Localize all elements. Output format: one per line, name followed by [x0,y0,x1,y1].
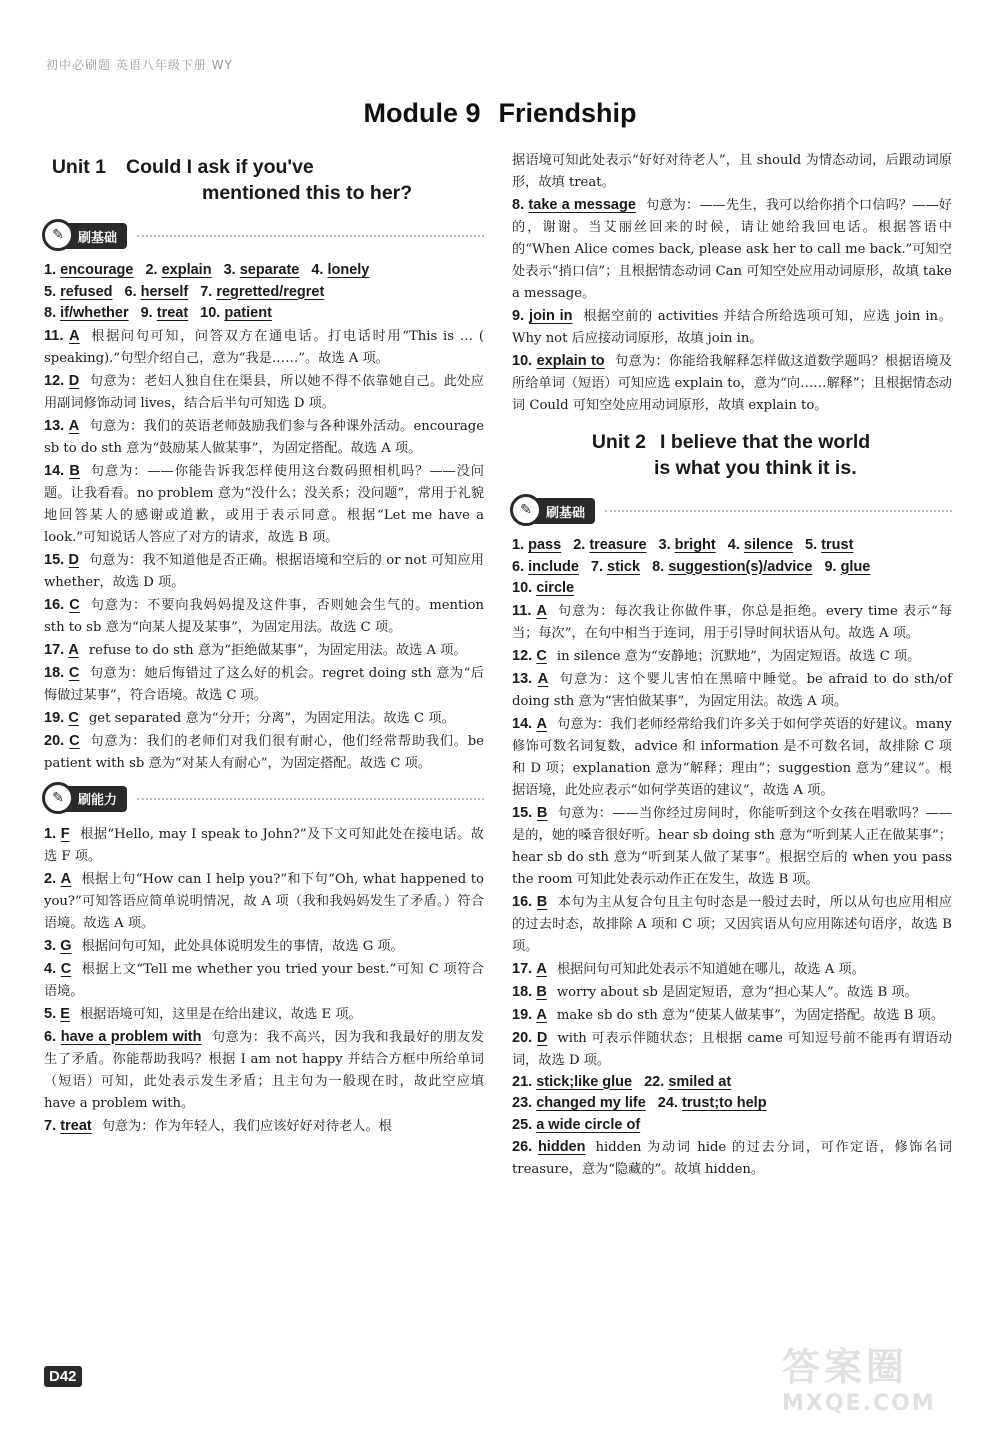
left-column [44,150,484,1138]
answer-number: 4. [311,262,324,278]
answer-line [512,1115,952,1137]
answer-line [512,557,952,579]
answer-entry [311,262,369,278]
answer-number: 24. [657,1095,678,1111]
question-item [44,707,484,730]
question-explanation: 句意为：我们老师经常给我们许多关于如何学英语的好建议。many 修饰可数名词复数，advice 和 information 是不可数名词，故排除 C 项和 D 项；explanation 意为“解释；理由”；suggestion 意为“建议”。根据语境，此处应表示“如何学英语的建议”，故选 A 项。 [512,716,952,798]
section-badge [44,786,127,812]
answer-entry [125,284,189,300]
question-answer: A [68,417,80,434]
question-number: 17. [512,960,533,977]
question-answer: take a message [528,197,636,213]
answer-number: 3. [223,262,236,278]
answer-entry [512,1074,632,1090]
question-answer: explain to [536,353,605,369]
section-basic-header [44,220,484,252]
answer-entry [573,537,646,553]
question-answer: D [68,372,80,389]
question-explanation: refuse to do sth 意为“拒绝做某事”，为固定用法。故选 A 项。 [88,642,467,658]
question-number: 20. [512,1029,533,1046]
answer-lines [512,535,952,600]
pencil-icon: ✎ [42,219,74,251]
answer-text: encourage [60,262,134,278]
question-number: 19. [44,709,65,726]
answer-line [44,303,484,325]
answer-number: 8. [44,305,57,321]
question-answer: A [536,1006,547,1023]
section-ability-header [44,783,484,815]
question-item [512,350,952,417]
question-explanation: 根据上文“Tell me whether you tried your best.”可知 C 项符合语境。 [44,961,484,999]
answer-entry [200,284,324,300]
answer-entry [224,262,300,278]
question-explanation: in silence 意为“安静地；沉默地”，为固定短语。故选 C 项。 [556,648,921,664]
answer-entry [728,537,793,553]
answer-text: explain [161,262,212,278]
answer-entry [512,1095,646,1111]
answer-number: 25. [512,1116,533,1133]
answer-text: stick;like glue [536,1073,633,1090]
answer-text: trust [821,537,854,553]
question-answer: C [69,732,80,749]
answer-text: pass [528,537,562,553]
question-item [44,415,484,460]
question-item [512,981,952,1004]
question-number: 18. [512,983,533,1000]
question-number: 20. [44,732,65,749]
question-item [512,305,952,350]
question-explanation: 句意为：我不知道他是否正确。根据语境和空后的 or not 可知应用 whether，故选 D 项。 [44,552,484,590]
answer-text: if/whether [60,305,129,321]
answer-text: circle [536,580,575,596]
question-answer: E [60,1005,70,1022]
question-item [512,802,952,891]
section-badge-label: 刷能力 [78,793,118,808]
question-number: 15. [44,551,65,568]
answer-text: changed my life [536,1095,646,1111]
answer-number: 5. [805,537,818,553]
question-number: 12. [44,372,65,389]
question-number: 13. [44,417,65,434]
answer-number: 21. [512,1073,533,1090]
section-badge-label: 刷基础 [78,230,118,246]
question-answer: A [537,670,549,687]
section-basic-header [512,495,952,527]
question-item [512,194,952,305]
answer-text: trust;to help [682,1095,767,1111]
question-explanation: 句意为：——当你经过房间时，你能听到这个女孩在唱歌吗？——是的，她的嗓音很好听。hear sb doing sth 意为“听到某人正在做某事”；hear sb do sth 意为“听到某人做了某事”。根据空后的 when you pass the room 可知此处表示动作正在发生，故选 B 项。 [512,805,952,887]
module-label: Module 9 [363,98,481,128]
question-item [512,600,952,645]
question-answer: D [68,551,79,568]
question-answer: A [60,870,72,887]
answer-text: separate [239,262,300,278]
question-explanation: 句意为：——你能告诉我怎样使用这台数码照相机吗？——没问题。让我看看。no problem 意为“没什么；没关系；没问题”，常用于礼貌地回答某人的感谢或道歉，或用于表示同意。根据“Let me have a look.”可知说话人答应了对方的请求，故选 B 项。 [44,463,484,545]
question-answer: G [60,937,72,954]
question-number: 17. [44,641,65,658]
question-answer: A [536,960,547,977]
question-explanation: 本句为主从复合句且主句时态是一般过去时，所以从句也应用相应的过去时态，故排除 A 项和 C 项；又因宾语从句应用陈述句语序，故选 B 项。 [512,894,952,954]
answer-line [512,1093,952,1115]
question-explanation: make sb do sth 意为“使某人做某事”，为固定搭配。故选 B 项。 [556,1007,945,1023]
answer-number: 2. [573,537,586,553]
question-item [44,1115,484,1138]
answer-text: include [528,558,579,575]
question-explanation: 句意为：我不高兴，因为我和我最好的朋友发生了矛盾。你能帮助我吗？根据 I am not happy 并结合方框中所给单词（短语）可知，此处表示发生矛盾；且主句为一般现在时，故此空应填 have a problem with。 [44,1029,484,1111]
question-item [44,639,484,662]
question-explanation: 根据语境可知，这里是在给出建议，故选 E 项。 [79,1006,362,1022]
question-explanation: 句意为：作为年轻人，我们应该好好对待老人。根 [101,1118,392,1134]
question-item [44,662,484,707]
item-list [512,600,952,1072]
question-number: 1. [44,825,57,842]
answer-text: stick [607,558,641,575]
question-answer: D [536,1029,548,1046]
answer-entry [512,580,574,596]
question-explanation: 根据问句可知此处表示不知道她在哪儿，故选 A 项。 [556,961,865,977]
answer-number: 9. [824,558,837,575]
answer-number: 9. [140,305,153,321]
answer-lines [512,1072,952,1137]
question-explanation: worry about sb 是固定短语，意为“担心某人”。故选 B 项。 [556,984,918,1000]
answer-number: 23. [512,1095,533,1111]
question-answer: join in [529,308,573,324]
unit2-title-line2: is what you think it is. [654,457,857,479]
question-item [44,370,484,415]
question-item [512,713,952,802]
question-number: 7. [44,1117,57,1134]
question-number: 18. [44,664,65,681]
item-list [44,325,484,775]
answer-line [512,578,952,600]
watermark-top: 答案圈 [782,1345,909,1389]
unit2-title-line1: I believe that the world [660,431,871,453]
question-item [512,668,952,713]
question-item [512,1136,952,1181]
answer-entry [652,559,812,575]
question-explanation: 句意为：她后悔错过了这么好的机会。regret doing sth 意为“后悔做过某事”，符合语境。故选 C 项。 [44,665,484,703]
answer-text: silence [743,537,794,553]
question-explanation: 句意为：老妇人独自住在渠县，所以她不得不依靠她自己。此处应用副词修饰动词 lives，结合后半句可知选 D 项。 [44,373,484,411]
answer-entry [512,559,579,575]
question-number: 14. [44,462,65,479]
answer-text: regretted/regret [216,283,325,300]
unit1-title-line1: Could I ask if you've [126,156,314,178]
answer-text: refused [60,283,113,300]
answer-number: 1. [44,262,57,278]
question-explanation: hidden 为动词 hide 的过去分词，可作定语，修饰名词 treasure，意为“隐藏的”。故填 hidden。 [512,1140,952,1177]
unit2-number: Unit 2 [591,431,646,453]
question-explanation: get separated 意为“分开；分离”，为固定用法。故选 C 项。 [88,710,455,726]
question-answer: A [536,602,547,619]
dotted-divider [137,798,484,800]
question-number: 26. [512,1139,533,1155]
question-item [44,958,484,1003]
question-item [512,1004,952,1027]
question-explanation: 根据上句“How can I help you?”和下句“Oh, what happened to you?”可知答语应简单说明情况，故 A 项（我和我妈妈发生了矛盾。）符合语境。故选 A 项。 [44,871,484,931]
question-number: 2. [44,870,57,887]
question-explanation: 根据“Hello, may I speak to John?”及下文可知此处在接电话。故选 F 项。 [44,826,484,864]
question-explanation: 句意为：每次我让你做件事，你总是拒绝。every time 表示“每当；每次”，在句中相当于连词，用于引导时间状语从句。故选 A 项。 [512,603,952,641]
answer-lines [44,260,484,325]
answer-entry [141,305,189,321]
question-answer: A [536,715,547,732]
section-badge [44,223,127,249]
question-answer: C [68,664,80,681]
answer-number: 3. [658,537,671,553]
answer-entry [44,262,133,278]
section-badge [512,498,595,524]
question-answer: B [536,804,548,821]
question-explanation: 根据问句可知，问答双方在通电话。打电话时用“This is … ( speaking).”句型介绍自己，意为“我是……”。故选 A 项。 [44,328,484,366]
answer-number: 4. [727,537,740,553]
dotted-divider [605,510,952,512]
question-explanation: 根据问句可知，此处具体说明发生的事情，故选 G 项。 [81,938,404,954]
question-explanation: 根据空前的 activities 并结合所给选项可知，应选 join in。Why not 后应接动词原形，故填 join in。 [512,309,952,346]
pencil-icon: ✎ [42,782,74,814]
answer-number: 1. [512,537,525,553]
question-answer: C [60,960,72,977]
question-item [44,594,484,639]
unit1-title-line2: mentioned this to her? [202,182,413,204]
answer-text: herself [140,283,189,300]
question-explanation: 句意为：这个婴儿害怕在黑暗中睡觉。be afraid to do sth/of doing sth 意为“害怕做某事”，为固定用法。故选 A 项。 [512,671,952,709]
question-number: 10. [512,353,533,369]
answer-number: 2. [145,262,158,278]
answer-text: suggestion(s)/advice [668,558,813,575]
question-number: 9. [512,308,525,324]
question-item [512,891,952,958]
answer-text: smiled at [668,1073,732,1090]
answer-line [44,282,484,304]
answer-entry [644,1074,731,1090]
answer-text: patient [224,305,272,321]
running-header: 初中必刷题 英语八年级下册 WY [46,58,233,72]
question-number: 3. [44,937,57,954]
question-item [44,460,484,549]
answer-entry [200,305,272,321]
answer-entry [658,1095,767,1111]
right-column [512,150,952,1181]
item-list [512,194,952,417]
answer-number: 6. [512,558,525,575]
answer-entry [824,559,870,575]
question-number: 19. [512,1006,533,1023]
item-list [44,823,484,1138]
question-number: 12. [512,647,533,664]
unit1-number: Unit 1 [51,156,106,178]
question-answer: A [68,641,79,658]
question-answer: B [69,462,80,479]
page-number: D42 [44,1366,82,1387]
question-answer: C [536,647,547,664]
question-answer: C [68,709,79,726]
answer-number: 22. [644,1073,665,1090]
question-answer: hidden [537,1139,586,1155]
question-item [44,549,484,594]
question-number: 15. [512,804,533,821]
answer-entry [44,284,113,300]
answer-number: 6. [124,283,137,300]
question-explanation: 句意为：——先生，我可以给你捎个口信吗？——好的，谢谢。当艾丽丝回来的时候，请让她给我回电话。根据答语中的“When Alice comes back, please ask her to call me back.”可知空处表示“捎口信”；且根据情态动词 Can 可知空处应用动词原形，故填 take a message。 [512,198,952,301]
unit2-title [512,429,952,481]
question-number: 5. [44,1005,57,1022]
question-explanation: 句意为：我们的老师们对我们很有耐心，他们经常帮助我们。be patient with sb 意为“对某人有耐心”，为固定搭配。故选 C 项。 [44,733,484,771]
question-item [512,1027,952,1072]
answer-text: bright [674,537,716,553]
answer-entry [659,537,716,553]
watermark-bottom: MXQE.COM [782,1391,936,1416]
answer-entry [44,305,129,321]
question-item [44,1026,484,1115]
answer-line [44,260,484,282]
answer-number: 7. [200,283,213,300]
answer-entry [145,262,211,278]
question-answer: B [536,983,547,1000]
module-name: Friendship [498,98,637,128]
answer-text: treasure [589,537,647,553]
question-item [44,730,484,775]
answer-text: glue [840,558,871,575]
question-answer: B [536,893,548,910]
answer-number: 7. [590,558,603,575]
question-number: 6. [44,1028,57,1045]
continued-text: 据语境可知此处表示“好好对待老人”，且 should 为情态动词，后跟动词原形，故填 treat。 [512,153,952,190]
question-answer: treat [60,1117,92,1134]
question-item [44,935,484,958]
pencil-icon: ✎ [510,494,542,526]
answer-entry [512,1117,640,1133]
answer-entry [805,537,853,553]
dotted-divider [137,235,484,237]
question-answer: C [69,596,80,613]
answer-line [512,535,952,557]
question-item [512,645,952,668]
answer-number: 5. [44,283,57,300]
question-number: 13. [512,670,533,687]
watermark-logo [782,1336,982,1416]
answer-number: 10. [512,580,533,596]
item-list [512,1136,952,1181]
question-item [44,1003,484,1026]
question-explanation: 句意为：你能给我解释怎样做这道数学题吗？根据语境及所给单词（短语）可知应选 explain to，意为“向……解释”；且根据情态动词 Could 可知空处应用动词原形，故填 explain to。 [512,354,952,413]
question-number: 8. [512,197,525,213]
unit1-title [44,154,484,206]
question-number: 14. [512,715,533,732]
question-item [44,823,484,868]
question-explanation: 句意为：我们的英语老师鼓励我们参与各种课外活动。encourage sb to do sth 意为“鼓励某人做某事”，为固定搭配。故选 A 项。 [44,418,484,456]
question-item [44,868,484,935]
question-answer: have a problem with [60,1028,202,1045]
question-number: 11. [512,602,532,619]
answer-entry [512,537,561,553]
question-item [44,325,484,370]
answer-line [512,1072,952,1094]
section-badge-label: 刷基础 [546,505,586,521]
question-number: 4. [44,960,57,977]
module-title [0,98,1000,129]
question-answer: F [60,825,70,842]
answer-text: a wide circle of [536,1116,641,1133]
answer-number: 8. [652,558,665,575]
question-answer: A [69,327,80,344]
answer-text: lonely [327,262,370,278]
question-explanation: 句意为：不要向我妈妈提及这件事，否则她会生气的。mention sth to sb 意为“向某人提及某事”，为固定用法。故选 C 项。 [44,597,484,635]
question-item [512,958,952,981]
question-number: 16. [44,596,65,613]
answer-entry [591,559,640,575]
question-number: 16. [512,893,533,910]
answer-text: treat [156,305,189,321]
question-explanation: with 可表示伴随状态；且根据 came 可知逗号前不能再有谓语动词，故选 D 项。 [512,1030,952,1068]
question-number: 11. [44,327,64,344]
answer-number: 10. [200,305,221,321]
